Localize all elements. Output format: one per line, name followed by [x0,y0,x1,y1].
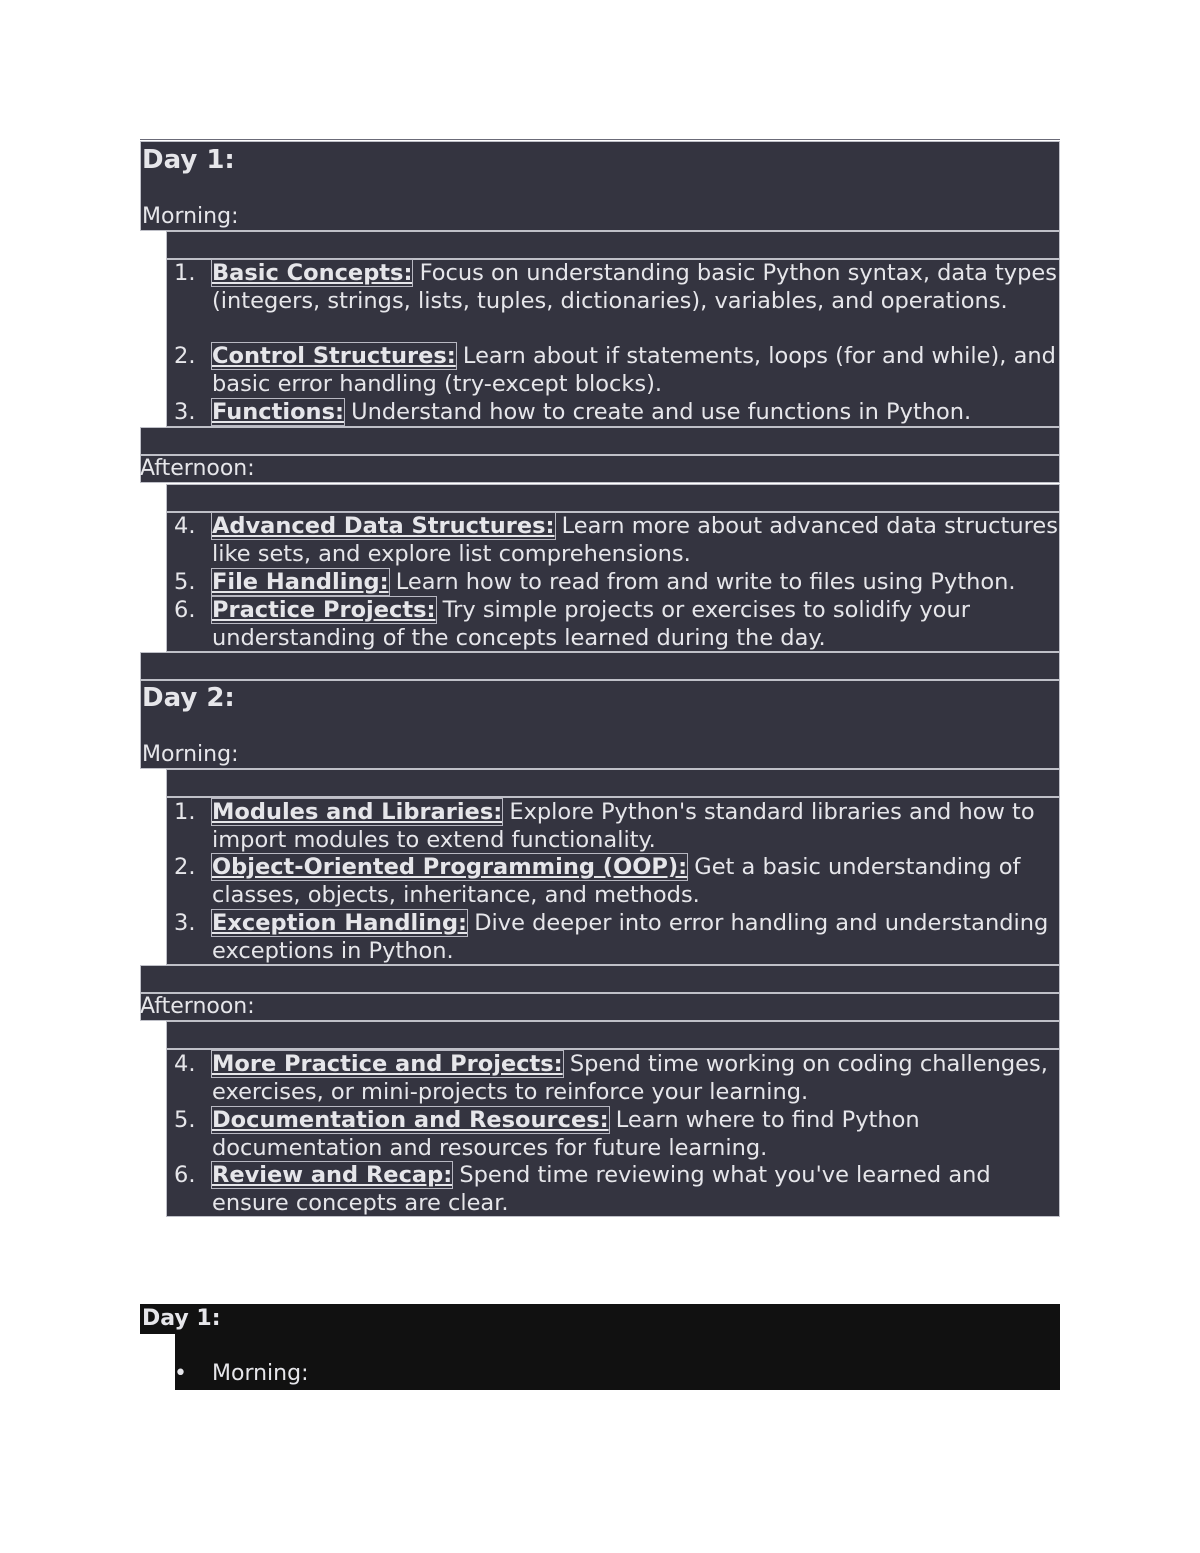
item-text: Dive deeper into error handling and understanding exceptions in Python. [212,910,1049,964]
day2-morning-item-2 [174,853,1062,909]
day2-morning-item-1 [174,798,1062,854]
day1-morning-item-3 [174,398,1062,426]
list-number: 5. [174,1107,196,1133]
bullet-icon: • [174,1361,187,1386]
day1-afternoon-item-6 [174,596,1062,652]
item-term: Functions: [212,399,344,425]
day2-afternoon-item-5 [174,1106,1062,1162]
day1-afternoon-item-4 [174,512,1062,568]
day1-morning-item-1 [174,259,1062,315]
item-text: Learn where to find Python documentation and resources for future learning. [212,1107,920,1161]
day2-afternoon-spacer [166,1021,1060,1049]
list-number: 3. [174,910,196,936]
day1-header-block [140,141,1060,231]
list-number: 4. [174,1051,196,1077]
item-text: Learn more about advanced data structures like sets, and explore list comprehensions. [212,513,1058,567]
item-term: More Practice and Projects: [212,1051,563,1077]
item-text: Get a basic understanding of classes, objects, inheritance, and methods. [212,854,1021,908]
footer-day-title: Day 1: [142,1306,221,1331]
item-text: Try simple projects or exercises to solidify your understanding of the concepts learned during the day. [212,597,970,651]
day2-morning-spacer [166,769,1060,797]
footer-morning-label: Morning: [212,1361,309,1386]
list-number: 5. [174,569,196,595]
day2-afternoon-label: Afternoon: [140,994,255,1019]
day1-afternoon-label: Afternoon: [140,456,255,481]
list-number: 2. [174,343,196,369]
item-text: Focus on understanding basic Python syntax, data types (integers, strings, lists, tuples, dictionaries), variables, and operations. [212,260,1057,314]
day1-end-block [140,652,1060,680]
item-text: Learn how to read from and write to files using Python. [388,569,1016,595]
item-text: Explore Python's standard libraries and how to import modules to extend functionality. [212,799,1035,853]
item-text: Understand how to create and use functions in Python. [343,399,972,425]
item-term: File Handling: [212,569,389,595]
day2-afternoon-block [140,993,1060,1021]
list-number: 2. [174,854,196,880]
item-term: Modules and Libraries: [212,799,503,825]
day2-afternoon-item-4 [174,1050,1062,1106]
footer-title-block [140,1304,1060,1334]
item-term: Exception Handling: [212,910,468,936]
item-text: Learn about if statements, loops (for and while), and basic error handling (try-except blocks). [212,343,1056,397]
list-number: 4. [174,513,196,539]
day2-afternoon-item-6 [174,1161,1062,1217]
day1-gap-block [140,427,1060,455]
day2-gap-block [140,965,1060,993]
day1-morning-label: Morning: [142,204,239,229]
item-text: Spend time reviewing what you've learned and ensure concepts are clear. [212,1162,991,1216]
day1-title: Day 1: [142,145,235,175]
day2-morning-item-3 [174,909,1062,965]
item-term: Basic Concepts: [212,260,413,286]
list-number: 6. [174,1162,196,1188]
item-term: Control Structures: [212,343,456,369]
day1-morning-spacer [166,231,1060,259]
list-number: 3. [174,399,196,425]
day2-header-block [140,680,1060,769]
list-number: 1. [174,799,196,825]
item-term: Practice Projects: [212,597,436,623]
day1-afternoon-item-5 [174,568,1062,596]
item-term: Advanced Data Structures: [212,513,555,539]
list-number: 6. [174,597,196,623]
item-text: Spend time working on coding challenges, exercises, or mini-projects to reinforce your learning. [212,1051,1048,1105]
list-number: 1. [174,260,196,286]
day2-morning-label: Morning: [142,742,239,767]
day2-title: Day 2: [142,683,235,713]
top-rule [140,139,1060,140]
item-term: Documentation and Resources: [212,1107,609,1133]
day1-afternoon-block [140,455,1060,483]
item-term: Review and Recap: [212,1162,453,1188]
item-term: Object-Oriented Programming (OOP): [212,854,688,880]
day1-afternoon-spacer [166,484,1060,512]
day1-morning-item-2 [174,342,1062,398]
